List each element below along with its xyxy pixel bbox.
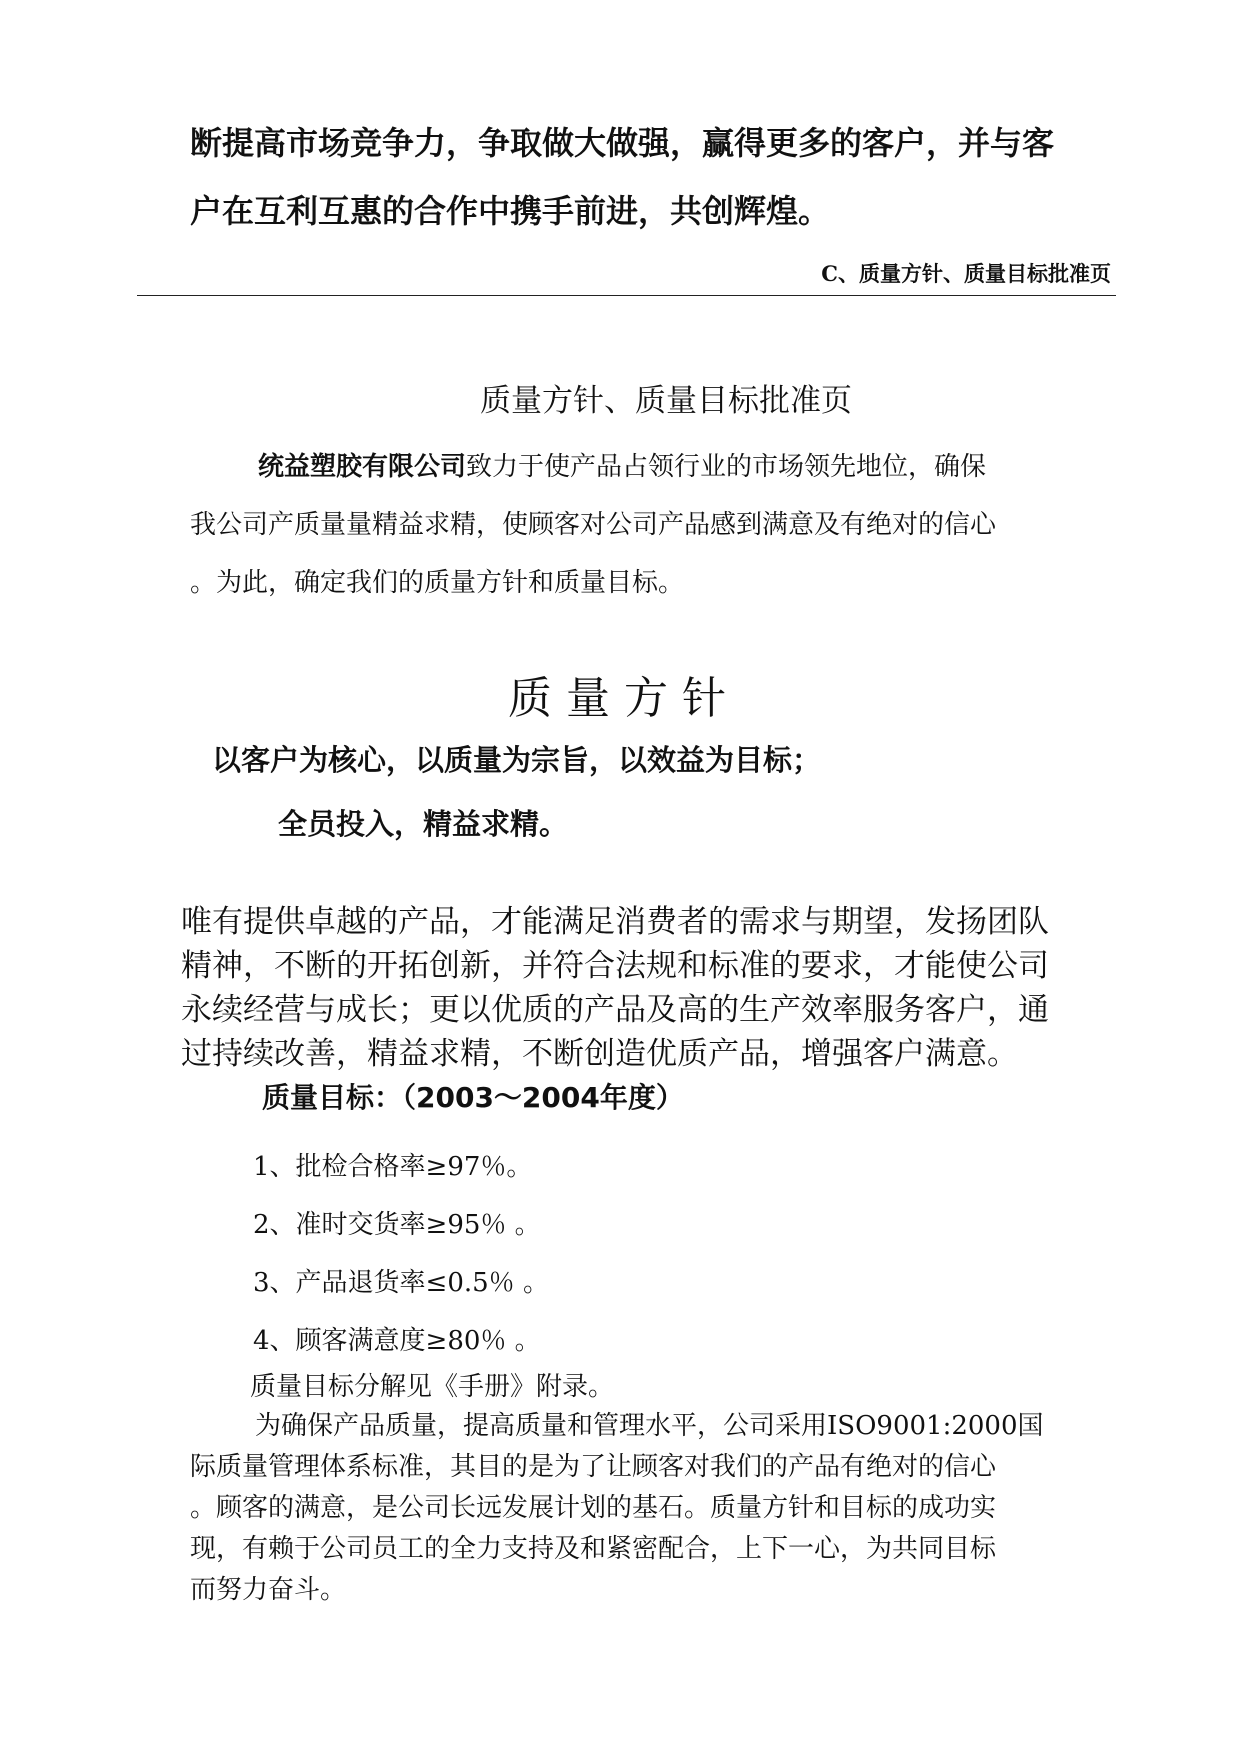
top-paragraph-line-2: 户在互利互惠的合作中携手前进，共创辉煌。: [190, 192, 831, 230]
objective-item: 3、产品退货率≤0.5％ 。: [253, 1268, 549, 1298]
policy-slogan-1: 以客户为核心，以质量为宗旨，以效益为目标；: [212, 743, 822, 777]
closing-line: 。顾客的满意，是公司长远发展计划的基石。质量方针和目标的成功实: [190, 1493, 997, 1523]
running-header: C、质量方针、质量目标批准页: [821, 261, 1111, 286]
policy-description-line: 精神，不断的开拓创新，并符合法规和标准的要求，才能使公司: [181, 948, 1049, 984]
header-divider: [137, 295, 1116, 296]
policy-slogan-2: 全员投入，精益求精。: [278, 807, 569, 841]
closing-line: 而努力奋斗。: [190, 1575, 347, 1605]
closing-line: 为确保产品质量，提高质量和管理水平，公司采用ISO9001:2000国: [255, 1411, 1044, 1441]
objective-item: 2、准时交货率≥95％ 。: [253, 1210, 541, 1240]
policy-description-line: 过持续改善，精益求精，不断创造优质产品，增强客户满意。: [181, 1036, 1018, 1072]
intro-line-1-text: 致力于使产品占领行业的市场领先地位，确保: [466, 452, 987, 482]
objectives-heading: 质量目标：（2003～2004年度）: [262, 1081, 684, 1114]
company-name: 统益塑胶有限公司: [258, 452, 467, 482]
section-title: 质量方针、质量目标批准页: [480, 383, 852, 419]
closing-line: 际质量管理体系标准，其目的是为了让顾客对我们的产品有绝对的信心: [190, 1452, 997, 1482]
intro-line-2: 我公司产质量量精益求精，使顾客对公司产品感到满意及有绝对的信心: [190, 510, 997, 540]
intro-line-3: 。为此，确定我们的质量方针和质量目标。: [190, 568, 685, 598]
closing-line: 现，有赖于公司员工的全力支持及和紧密配合，上下一心，为共同目标: [190, 1534, 997, 1564]
policy-description-line: 永续经营与成长；更以优质的产品及高的生产效率服务客户，通: [181, 992, 1049, 1028]
top-paragraph-line-1: 断提高市场竞争力，争取做大做强，赢得更多的客户，并与客: [190, 124, 1055, 162]
policy-heading: 质 量 方 针: [508, 673, 726, 724]
objectives-note: 质量目标分解见《手册》附录。: [250, 1372, 615, 1402]
objective-item: 1、批检合格率≥97％。: [253, 1152, 533, 1182]
intro-line-1: [258, 446, 986, 483]
policy-description-line: 唯有提供卓越的产品，才能满足消费者的需求与期望，发扬团队: [181, 904, 1049, 940]
objective-item: 4、顾客满意度≥80％ 。: [253, 1326, 541, 1356]
